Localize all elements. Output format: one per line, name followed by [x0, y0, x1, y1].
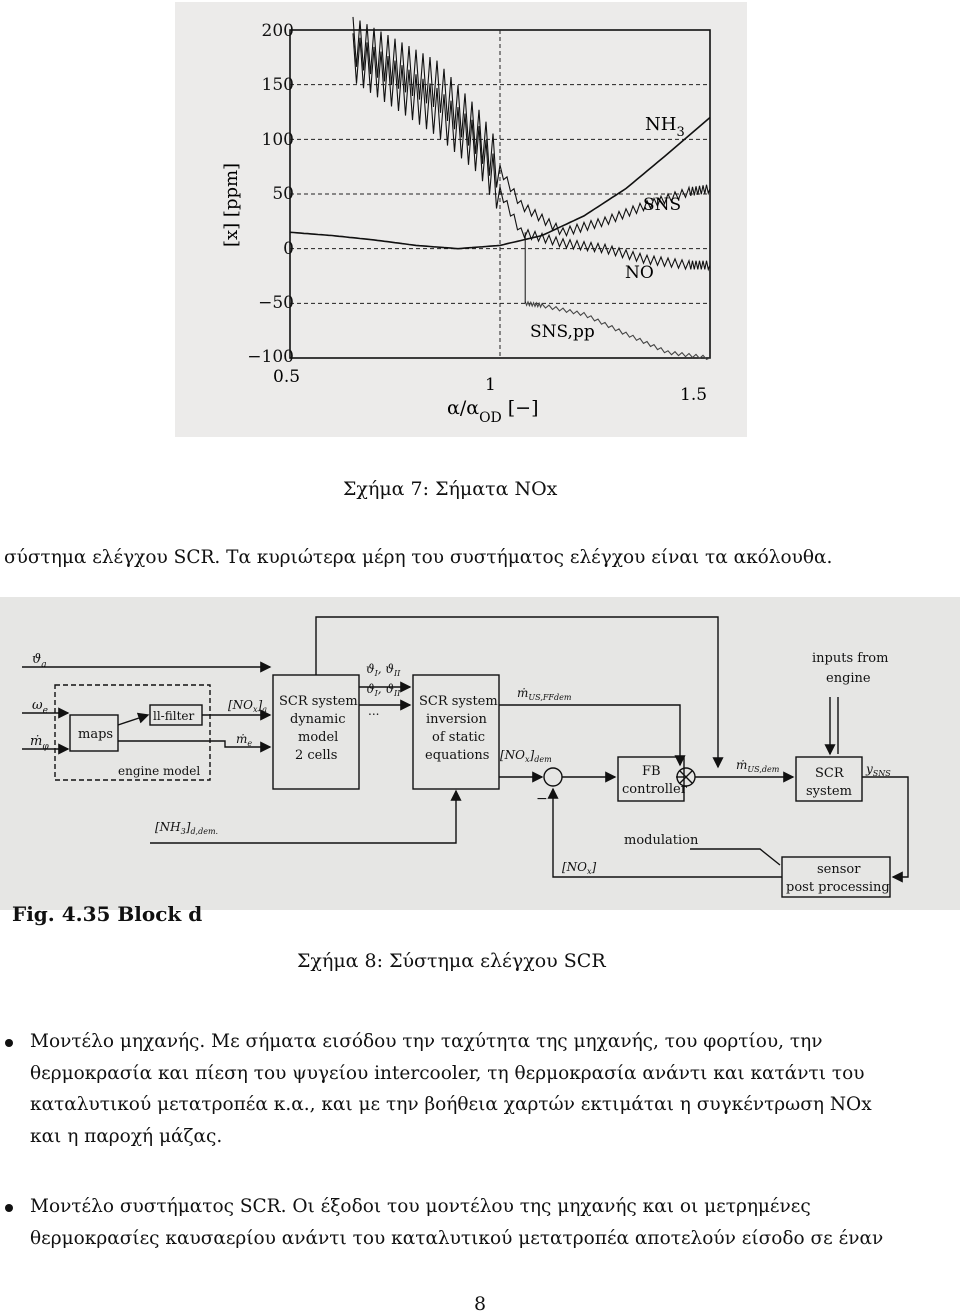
label-m-us-ff: ṁ$_{US,FFdem}$	[517, 686, 572, 702]
label-minus: −	[536, 791, 548, 807]
modulation-label: modulation	[624, 833, 699, 848]
nox-chart	[175, 2, 747, 437]
label-nox-dem: $[NO_x]_{dem}$	[500, 748, 552, 764]
x-tick-label: 1	[485, 375, 496, 395]
y-tick-label: −100	[247, 347, 294, 367]
scr-inversion-label-3: of static	[432, 730, 486, 745]
fb-controller-label-2: controller	[622, 782, 687, 797]
scr-inversion-label-4: equations	[425, 748, 490, 763]
x-tick-label: 1.5	[680, 385, 708, 405]
scr-dynamic-label-4: 2 cells	[295, 748, 338, 763]
label-mphi: ṁ$_\varphi$	[30, 734, 49, 752]
sensor-label-1: sensor	[817, 862, 861, 877]
figure-source-fragment: Fig. 4.35 Block d	[12, 902, 203, 926]
y-tick-label: 100	[261, 130, 294, 150]
scr-system-label-2: system	[806, 784, 852, 799]
label-nox-fb: $[NO_x]$	[562, 860, 597, 876]
bullet-scr-model	[30, 1191, 920, 1254]
bullet-dot-icon	[5, 1204, 13, 1212]
sensor-label-2: post processing	[786, 880, 890, 895]
y-tick-label: 0	[283, 239, 294, 259]
scr-inversion-label-2: inversion	[426, 712, 487, 727]
bullet-line: θερμοκρασίες καυσαερίου ανάντι του καταλυτικού μετατροπέα αποτελούν είσοδο σε έναν	[30, 1227, 884, 1249]
figure-nox-signals	[175, 2, 747, 437]
x-tick-label: 0.5	[273, 367, 301, 387]
label-omega-e: $\omega_e$	[32, 698, 48, 716]
bullet-dot-icon	[5, 1039, 13, 1047]
bullet-line: καταλυτικού μετατροπέα κ.α., και με την βοήθεια χαρτών εκτιμάται η συγκέντρωση NOx	[30, 1094, 872, 1115]
intro-paragraph: σύστημα ελέγχου SCR. Τα κυριώτερα μέρη του συστήματος ελέγχου είναι τα ακόλουθα.	[4, 547, 833, 568]
inputs-from-engine-label-2: engine	[826, 671, 871, 686]
label-m-us-dem: ṁ$_{US,dem}$	[736, 758, 780, 774]
bullet-line: και η παροχή μάζας.	[30, 1125, 223, 1147]
y-axis-label: [x] [ppm]	[221, 162, 242, 247]
label-dots: ...	[368, 704, 380, 718]
label-theta-a: $ϑ_a$	[32, 652, 47, 670]
maps-label: maps	[78, 727, 114, 742]
series-line-no	[353, 33, 710, 269]
scr-dynamic-label-1: SCR system	[279, 694, 358, 709]
scr-dynamic-label-2: dynamic	[290, 712, 346, 727]
label-m-e: ṁ$_e$	[236, 732, 253, 748]
label-theta-top-2: $ϑ_I$, $ϑ_{II}$	[366, 682, 401, 698]
series-label-snspp: SNS,pp	[530, 322, 595, 342]
figure-7-caption: Σχήμα 7: Σήματα NOx	[343, 478, 558, 500]
bullet-engine-model	[30, 1026, 920, 1152]
figure-scr-block-diagram	[0, 597, 960, 926]
scr-block-diagram	[0, 597, 960, 926]
ll-filter-label: ll-filter	[153, 709, 195, 723]
y-tick-label: 200	[261, 21, 294, 41]
y-tick-labels	[247, 21, 294, 367]
bullet-line: Μοντέλο μηχανής. Με σήματα εισόδου την ταχύτητα της μηχανής, του φορτίου, την	[30, 1031, 823, 1052]
label-y-sns: $y_{SNS}$	[866, 762, 891, 778]
label-nh3-dem: $[NH_3]_{d,dem.}$	[155, 820, 219, 836]
sum-junction	[544, 768, 562, 786]
x-axis-label: $\alpha/\alpha_{OD}$ [−]	[447, 397, 539, 426]
scr-system-label-1: SCR	[815, 766, 844, 781]
label-nox-a: $[NO_x]_a$	[228, 698, 268, 714]
scr-inversion-label-1: SCR system	[419, 694, 498, 709]
fb-controller-label-1: FB	[642, 764, 661, 779]
series-label-nh3: $NH_3$	[645, 114, 685, 140]
figure-8-caption: Σχήμα 8: Σύστημα ελέγχου SCR	[297, 950, 606, 972]
y-tick-label: 50	[272, 184, 294, 204]
label-theta-top-1: $ϑ_I$, $ϑ_{II}$	[366, 662, 401, 678]
series-label-sns: SNS	[643, 195, 682, 215]
y-tick-label: 150	[261, 75, 294, 95]
series-label-no: NO	[625, 263, 654, 283]
y-tick-label: −50	[258, 293, 294, 313]
page-number: 8	[473, 1293, 487, 1315]
grid	[290, 30, 710, 358]
scr-dynamic-label-3: model	[298, 730, 339, 745]
inputs-from-engine-label-1: inputs from	[812, 651, 889, 666]
engine-model-label: engine model	[118, 764, 201, 778]
bullet-line: θερμοκρασία και πίεση του ψυγείου intercooler, τη θερμοκρασία ανάντι και κατάντι του	[30, 1062, 865, 1084]
bullet-line: Μοντέλο συστήματος SCR. Οι έξοδοι του μοντέλου της μηχανής και οι μετρημένες	[30, 1196, 811, 1217]
